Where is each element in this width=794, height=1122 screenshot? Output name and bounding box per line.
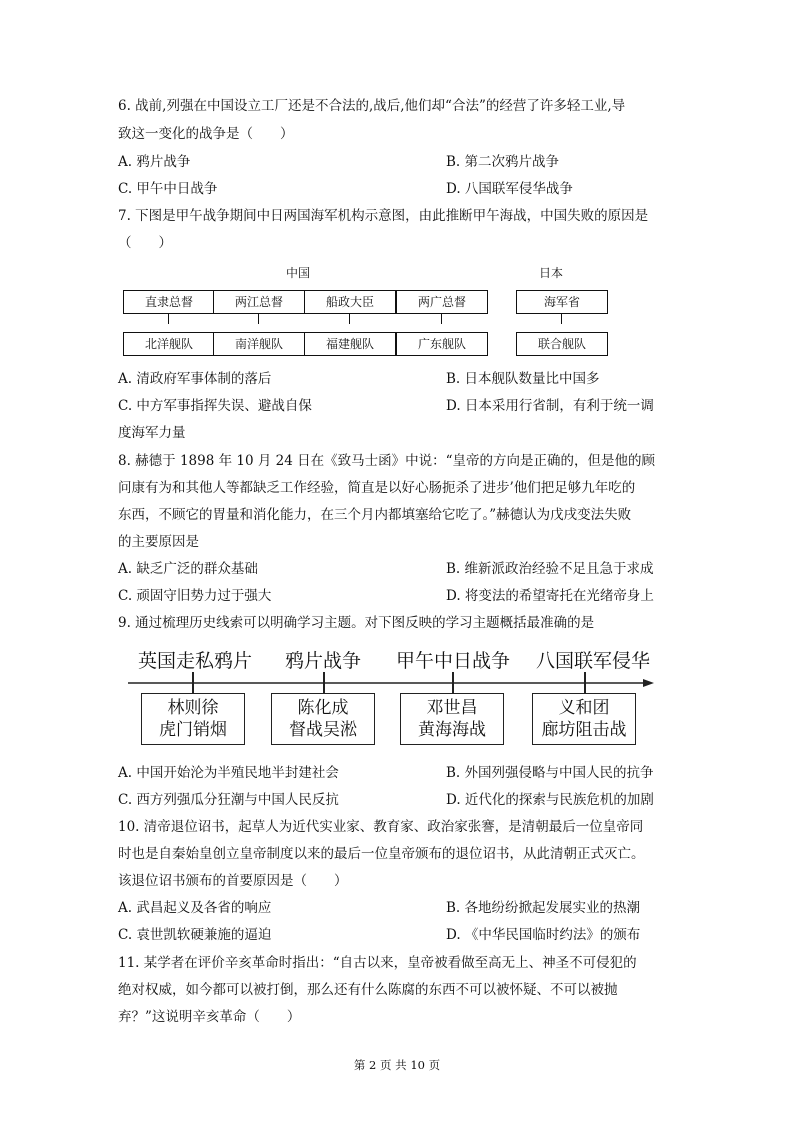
timeline-event-box [271, 693, 375, 745]
timeline-event-label: 鸦片战争 [285, 650, 362, 672]
q6-stem-line-2: 致这一变化的战争是（ ） [118, 126, 294, 142]
china-fleet-box: 广东舰队 [396, 332, 488, 356]
q6-option-a: A. 鸦片战争 [118, 154, 191, 170]
q9-option-c: C. 西方列强瓜分狂潮与中国人民反抗 [118, 792, 339, 808]
q10-option-d: D. 《中华民国临时约法》的颁布 [446, 927, 641, 943]
diagram-china-label: 中国 [286, 266, 311, 280]
q7-stem-line-2: （ ） [118, 235, 172, 251]
timeline-box-person: 邓世昌 [426, 698, 478, 718]
q8-option-d: D. 将变法的希望寄托在光绪帝身上 [446, 588, 654, 604]
q6-option-d: D. 八国联军侵华战争 [446, 181, 573, 197]
timeline-tick [323, 672, 325, 694]
q8-stem-line-2: 问康有为和其他人等都缺乏工作经验，简直是以好心肠扼杀了进步’他们把足够九年吃的 [118, 480, 636, 496]
japan-fleet-box: 联合舰队 [516, 332, 608, 356]
timeline-box-person: 义和团 [558, 698, 610, 718]
china-fleet-box: 北洋舰队 [123, 332, 215, 356]
timeline-event-label: 英国走私鸦片 [138, 650, 253, 672]
timeline-event-label: 甲午中日战争 [396, 650, 511, 672]
q8-option-a: A. 缺乏广泛的群众基础 [118, 561, 258, 577]
q10-stem-line-1: 10. 清帝退位诏书，起草人为近代实业家、教育家、政治家张謇，是清朝最后一位皇帝同 [118, 819, 644, 835]
japan-command-box: 海军省 [516, 290, 608, 314]
q8-stem-line-1: 8. 赫德于 1898 年 10 月 24 日在《致马士函》中说：“皇帝的方向是正确的，但是他的顾 [118, 453, 656, 469]
q6-stem-line-1: 6. 战前,列强在中国设立工厂还是不合法的,战后,他们却“合法”的经营了许多轻工业,导 [118, 98, 626, 114]
q7-option-a: A. 清政府军事体制的落后 [118, 371, 272, 387]
timeline-tick [192, 672, 194, 694]
diagram-japan-label: 日本 [539, 266, 564, 280]
q8-option-c: C. 顽固守旧势力过于强大 [118, 588, 272, 604]
q11-stem-line-2: 绝对权威，如今都可以被打倒，那么还有什么陈腐的东西不可以被怀疑、不可以被抛 [118, 982, 618, 998]
q11-stem-line-3: 弃？”这说明辛亥革命（ ） [118, 1009, 301, 1025]
q8-stem-line-4: 的主要原因是 [118, 534, 199, 550]
timeline-event-label: 八国联军侵华 [536, 650, 651, 672]
q6-option-b: B. 第二次鸦片战争 [446, 154, 560, 170]
q10-stem-line-2: 时也是自秦始皇创立皇帝制度以来的最后一位皇帝颁布的退位诏书，从此清朝正式灭亡。 [118, 846, 645, 862]
q9-option-d: D. 近代化的探索与民族危机的加剧 [446, 792, 654, 808]
timeline-tick [452, 672, 454, 694]
china-fleet-box: 南洋舰队 [213, 332, 305, 356]
q7-option-c: C. 中方军事指挥失误、避战自保 [118, 398, 312, 414]
diagram-connector [561, 314, 562, 324]
diagram-connector [168, 314, 169, 324]
timeline-box-event: 督战吴淞 [289, 720, 357, 740]
timeline-event-box [400, 693, 504, 745]
china-fleet-box: 福建舰队 [304, 332, 396, 356]
q7-option-d: D. 日本采用行省制，有利于统一调 [446, 398, 654, 414]
q10-option-a: A. 武昌起义及各省的响应 [118, 900, 272, 916]
q10-option-c: C. 袁世凯软硬兼施的逼迫 [118, 927, 272, 943]
timeline-tick [584, 672, 586, 694]
q11-stem-line-1: 11. 某学者在评价辛亥革命时指出：“自古以来，皇帝被看做至高无上、神圣不可侵犯的 [118, 955, 637, 971]
china-command-box: 直隶总督 [123, 290, 215, 314]
timeline-event-box [532, 693, 636, 745]
timeline-box-event: 黄海海战 [418, 720, 486, 740]
q7-option-b: B. 日本舰队数量比中国多 [446, 371, 600, 387]
q9-option-b: B. 外国列强侵略与中国人民的抗争 [446, 765, 654, 781]
q6-option-c: C. 甲午中日战争 [118, 181, 218, 197]
q10-option-b: B. 各地纷纷掀起发展实业的热潮 [446, 900, 641, 916]
q7-stem-line-1: 7. 下图是甲午战争期间中日两国海军机构示意图，由此推断甲午海战，中国失败的原因是 [118, 208, 649, 224]
timeline-box-person: 林则徐 [167, 698, 219, 718]
diagram-connector [441, 314, 442, 324]
diagram-connector [349, 314, 350, 324]
china-command-box: 船政大臣 [304, 290, 396, 314]
q7-option-d-continued: 度海军力量 [118, 425, 186, 441]
q9-option-a: A. 中国开始沦为半殖民地半封建社会 [118, 765, 339, 781]
q10-stem-line-3: 该退位诏书颁布的首要原因是（ ） [118, 873, 348, 889]
page-number-footer: 第 2 页 共 10 页 [353, 1058, 441, 1072]
timeline-box-person: 陈化成 [297, 698, 349, 718]
q8-option-b: B. 维新派政治经验不足且急于求成 [446, 561, 654, 577]
timeline-box-event: 廊坊阻击战 [541, 720, 627, 740]
timeline-event-box [141, 693, 245, 745]
china-command-box: 两广总督 [396, 290, 488, 314]
q8-stem-line-3: 东西，不顾它的胃量和消化能力，在三个月内都填塞给它吃了。”赫德认为戊戌变法失败 [118, 507, 632, 523]
china-command-box: 两江总督 [213, 290, 305, 314]
q9-stem-line-1: 9. 通过梳理历史线索可以明确学习主题。对下图反映的学习主题概括最准确的是 [118, 615, 595, 631]
timeline-box-event: 虎门销烟 [159, 720, 227, 740]
diagram-connector [258, 314, 259, 324]
